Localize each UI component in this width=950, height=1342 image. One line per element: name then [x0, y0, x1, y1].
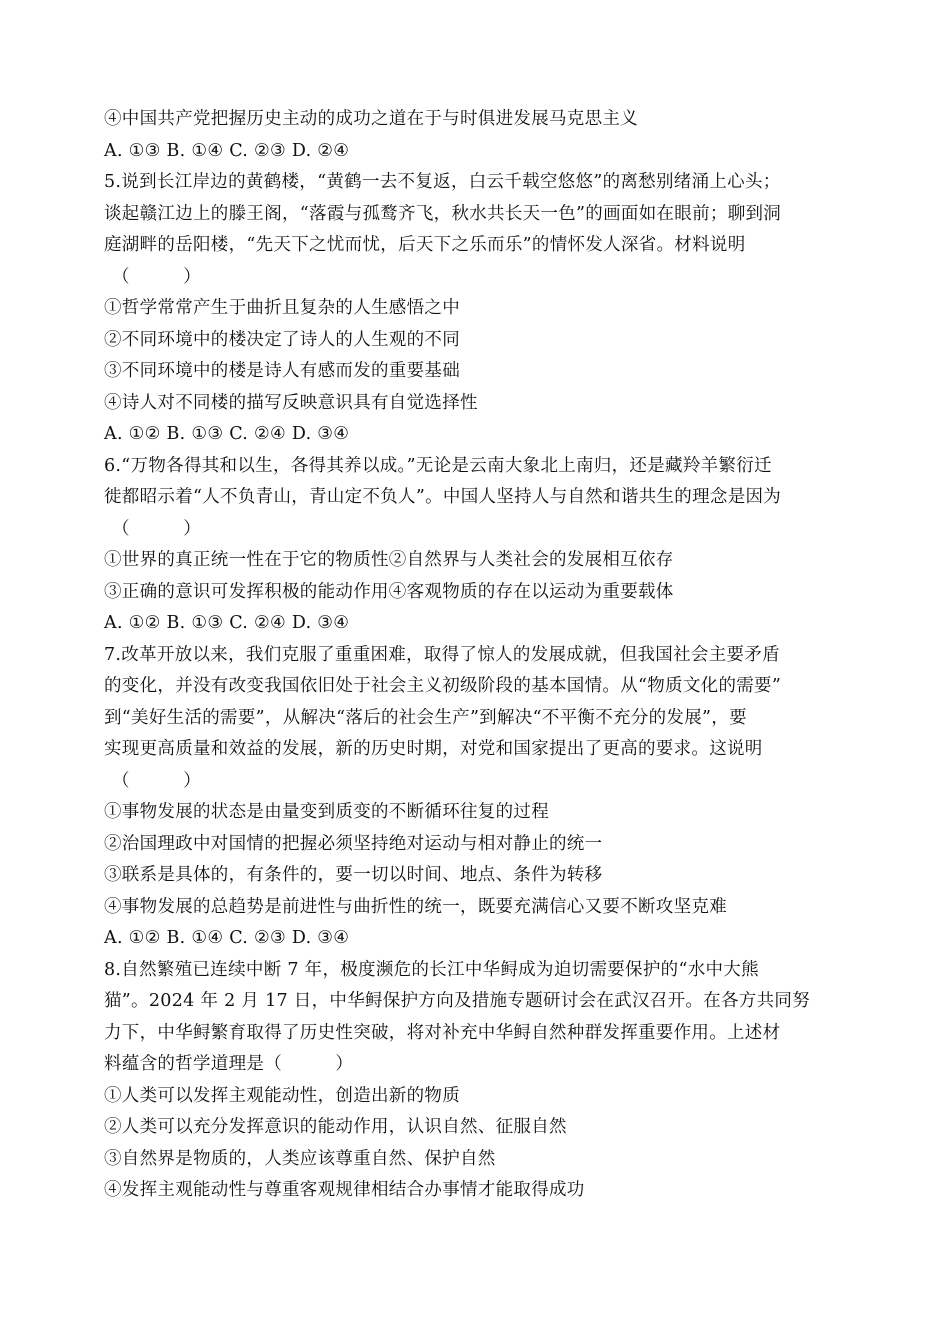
- answer-blank: （ ）: [112, 770, 201, 791]
- question-5-stem: 谈起赣江边上的滕王阁，“落霞与孤鹜齐飞，秋水共长天一色”的画面如在眼前；聊到洞: [104, 203, 782, 224]
- question-7-stem: 7.改革开放以来，我们克服了重重困难，取得了惊人的发展成就，但我国社会主要矛盾: [104, 644, 780, 665]
- question-7-stem: 实现更高质量和效益的发展，新的历史时期，对党和国家提出了更高的要求。这说明: [104, 739, 763, 759]
- statement-4: ④发挥主观能动性与尊重客观规律相结合办事情才能取得成功: [104, 1180, 585, 1200]
- statement-3: ③不同环境中的楼是诗人有感而发的重要基础: [104, 361, 460, 381]
- statement-1: ①事物发展的状态是由量变到质变的不断循环往复的过程: [104, 802, 549, 822]
- question-6-stem: 徙都昭示着“人不负青山，青山定不负人”。中国人坚持人与自然和谐共生的理念是因为: [104, 487, 782, 507]
- document-page: [104, 104, 864, 1207]
- statement-4: ④诗人对不同楼的描写反映意识具有自觉选择性: [104, 392, 478, 413]
- answer-options: A. ①② B. ①③ C. ②④ D. ③④: [104, 424, 350, 444]
- answer-blank: （ ）: [112, 518, 201, 539]
- question-8-stem: 猫”。2024 年 2 月 17 日，中华鲟保护方向及措施专题研讨会在武汉召开。在各方共同努: [104, 991, 810, 1011]
- question-7-stem: 的变化，并没有改变我国依旧处于社会主义初级阶段的基本国情。从“物质文化的需要”: [104, 676, 782, 696]
- question-8-stem: 8.自然繁殖已连续中断 7 年，极度濒危的长江中华鲟成为迫切需要保护的“水中大熊: [104, 959, 759, 980]
- statement-2: ②人类可以充分发挥意识的能动作用，认识自然、征服自然: [104, 1117, 567, 1137]
- statement-4: ④事物发展的总趋势是前进性与曲折性的统一，既要充满信心又要不断攻坚克难: [104, 896, 727, 917]
- statement-1: ①人类可以发挥主观能动性，创造出新的物质: [104, 1085, 460, 1106]
- statement-1: ①哲学常常产生于曲折且复杂的人生感悟之中: [104, 298, 460, 318]
- text-line: ④中国共产党把握历史主动的成功之道在于与时俱进发展马克思主义: [104, 109, 638, 129]
- statement-2: ②不同环境中的楼决定了诗人的人生观的不同: [104, 329, 460, 350]
- question-8-stem: 力下，中华鲟繁育取得了历史性突破，将对补充中华鲟自然种群发挥重要作用。上述材: [104, 1022, 781, 1043]
- statement-3: ③自然界是物质的，人类应该尊重自然、保护自然: [104, 1148, 496, 1169]
- question-5-stem: 庭湖畔的岳阳楼，“先天下之忧而忧，后天下之乐而乐”的情怀发人深省。材料说明: [104, 235, 746, 255]
- question-6-stem: 6.“万物各得其和以生，各得其养以成。”无论是云南大象北上南归，还是藏羚羊繁衍迁: [104, 455, 772, 476]
- answer-options: A. ①② B. ①④ C. ②③ D. ③④: [104, 928, 350, 948]
- statements-1-2: ①世界的真正统一性在于它的物质性②自然界与人类社会的发展相互依存: [104, 550, 674, 570]
- question-5-stem: 5.说到长江岸边的黄鹤楼，“黄鹤一去不复返，白云千载空悠悠”的离愁别绪涌上心头；: [104, 172, 781, 192]
- statement-2: ②治国理政中对国情的把握必须坚持绝对运动与相对静止的统一: [104, 833, 603, 854]
- answer-options: A. ①③ B. ①④ C. ②③ D. ②④: [104, 140, 350, 161]
- answer-options: A. ①② B. ①③ C. ②④ D. ③④: [104, 613, 350, 633]
- answer-blank: （ ）: [112, 266, 201, 287]
- question-7-stem: 到“美好生活的需要”，从解决“落后的社会生产”到解决“不平衡不充分的发展”，要: [104, 707, 747, 728]
- statements-3-4: ③正确的意识可发挥积极的能动作用④客观物质的存在以运动为重要载体: [104, 581, 674, 602]
- statement-3: ③联系是具体的，有条件的，要一切以时间、地点、条件为转移: [104, 865, 603, 885]
- question-8-stem: 料蕴含的哲学道理是（ ）: [104, 1054, 354, 1074]
